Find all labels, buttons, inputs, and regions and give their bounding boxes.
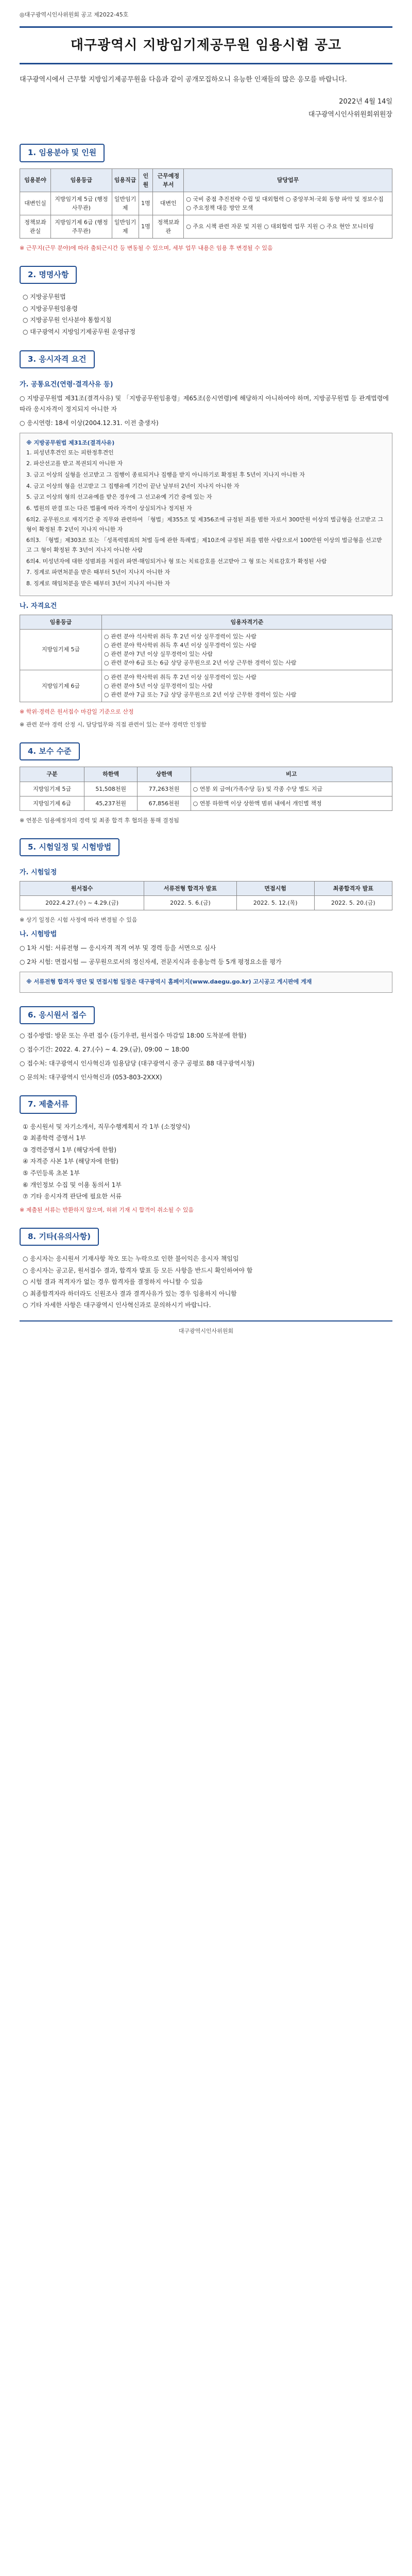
list-item: ○ 최종합격자라 하더라도 신원조사 결과 결격사유가 있는 경우 임용하지 아니함 — [23, 1290, 237, 1297]
documents-list — [23, 1122, 392, 1201]
cell: 일반임기제 — [112, 215, 139, 238]
list-item: 2. 파산선고를 받고 복권되지 아니한 자 — [26, 460, 123, 467]
list-item: ⑤ 주민등록 초본 1부 — [23, 1169, 80, 1177]
list-item: 7. 징계로 파면처분을 받은 때부터 5년이 지나지 아니한 자 — [26, 569, 170, 576]
recruitment-table — [20, 168, 392, 239]
salary-note: ※ 연봉은 임용예정자의 경력 및 최종 합격 후 협의를 통해 결정됨 — [20, 817, 179, 824]
qualification-note-1: ※ 학위·경력은 원서접수 마감일 기준으로 산정 — [20, 708, 134, 716]
th-remark: 비고 — [191, 767, 392, 782]
th-dept: 근무예정부서 — [153, 168, 184, 192]
cell: ○ 관련 분야 석사학위 취득 후 2년 이상 실무경력이 있는 사람 ○ 관련 분야 학사학위 취득 후 4년 이상 실무경력이 있는 사람 ○ 관련 분야 7년 이상 실무경력이 있는 사람 ○ 관련 분야 6급 또는 6급 상당 공무원으로 2년 이상 근무한 경력이 있는 사람 — [102, 629, 392, 670]
cell: 2022. 5. 6.(금) — [144, 896, 236, 910]
qualification-note-2: ※ 관련 분야 경력 산정 시, 담당업무와 직접 관련이 있는 분야 경력만 인정함 — [20, 721, 207, 728]
notice-date: 2022년 4월 14일 — [339, 98, 392, 106]
cell: 1명 — [139, 192, 153, 215]
schedule-note: ※ 상기 일정은 시험 사정에 따라 변경될 수 있음 — [20, 917, 138, 924]
schedule-notice-text: ※ 서류전형 합격자 명단 및 면접시험 일정은 대구광역시 홈페이지(www.daegu.go.kr) 고시공고 게시판에 게재 — [26, 978, 312, 986]
apply-contact: ○ 문의처: 대구광역시 인사혁신과 (053-803-2XXX) — [20, 1074, 162, 1081]
cell: 지방임기제 5급 — [20, 782, 84, 796]
list-item: ○ 기타 자세한 사항은 대구광역시 인사혁신과로 문의하시기 바랍니다. — [23, 1301, 211, 1309]
list-item: 8. 징계로 해임처분을 받은 때부터 3년이 지나지 아니한 자 — [26, 580, 170, 587]
section-1-title: 1. 임용분야 및 인원 — [20, 144, 105, 162]
list-item: ③ 경력증명서 1부 (해당자에 한함) — [23, 1146, 117, 1154]
cell: 지방임기제 5급 — [20, 629, 102, 670]
list-item: 4. 금고 이상의 형을 선고받고 그 집행유예 기간이 끝난 날부터 2년이 지나지 아니한 자 — [26, 482, 239, 489]
apply-place: ○ 접수처: 대구광역시 인사혁신과 임용담당 (대구광역시 중구 공평로 88 대구광역시청) — [20, 1060, 255, 1067]
cell: ○ 연봉 하한액 이상 상한액 범위 내에서 개인별 책정 — [191, 796, 392, 810]
th-grade: 임용등급 — [20, 615, 102, 629]
list-item: 6의3. 「형법」제303조 또는 「성폭력범죄의 처벌 등에 관한 특례법」제10조에 규정된 죄를 범한 사람으로서 100만원 이상의 벌금형을 선고받고 그 형이 확정된 후 3년이 지나지 아니한 사람 — [26, 537, 382, 553]
date-block — [20, 96, 392, 121]
list-item: 3. 금고 이상의 실형을 선고받고 그 집행이 종료되거나 집행을 받지 아니하기로 확정된 후 5년이 지나지 아니한 자 — [26, 471, 305, 479]
list-item: 6의4. 미성년자에 대한 성범죄를 저질러 파면·해임되거나 형 또는 치료감호를 선고받아 그 형 또는 치료감호가 확정된 사람 — [26, 557, 327, 565]
apply-method: ○ 접수방법: 방문 또는 우편 접수 (등기우편, 원서접수 마감일 18:00 도착분에 한함) — [20, 1032, 247, 1040]
schedule-notice-box — [20, 972, 392, 993]
sub-title-qualification: 나. 자격요건 — [20, 602, 57, 610]
apply-period: ○ 접수기간: 2022. 4. 27.(수) ~ 4. 29.(금), 09:00 ~ 18:00 — [20, 1046, 190, 1054]
list-item: ⑦ 기타 응시자격 판단에 필요한 서류 — [23, 1193, 122, 1200]
salary-table — [20, 767, 392, 810]
sub-title-schedule: 가. 시험일정 — [20, 868, 57, 876]
footer: 대구광역시인사위원회 — [20, 1320, 392, 1335]
list-item: ○ 응시자는 공고문, 원서접수 결과, 합격자 발표 등 모든 사항을 반드시 확인하여야 함 — [23, 1266, 253, 1274]
table1-note: ※ 근무지(근무 분야)에 따라 출퇴근시간 등 변동될 수 있으며, 세부 업무 내용은 임용 후 변경될 수 있음 — [20, 244, 273, 251]
qualification-table — [20, 615, 392, 702]
table-row — [20, 629, 392, 670]
issuer: 대구광역시인사위원회위원장 — [308, 110, 392, 118]
section-4-title: 4. 보수 수준 — [20, 742, 80, 760]
cell: 정책보좌관 — [153, 215, 184, 238]
list-item: ○ 대구광역시 지방임기제공무원 운영규정 — [23, 328, 135, 336]
cell: ○ 연봉 외 급여(가족수당 등) 및 각종 수당 별도 지급 — [191, 782, 392, 796]
th-duty: 담당업무 — [184, 168, 392, 192]
th-field: 임용분야 — [20, 168, 51, 192]
list-item: ④ 자격증 사본 1부 (해당자에 한함) — [23, 1158, 118, 1165]
list-item: ○ 응시자는 응시원서 기재사항 착오 또는 누락으로 인한 불이익은 응시자 책임임 — [23, 1255, 239, 1262]
list-item: ○ 지방공무원 인사분야 통합지침 — [23, 316, 112, 324]
cell: ○ 국비 중점 추진전략 수립 및 대외협력 ○ 중앙부처·국회 동향 파악 및 정보수집 ○ 주요정책 대응 방안 모색 — [184, 192, 392, 215]
common-req-2: ○ 응시연령: 18세 이상(2004.12.31. 이전 출생자) — [20, 419, 159, 427]
intro-text: 대구광역시에서 근무할 지방임기제공무원을 다음과 같이 공개모집하오니 유능한 인재들의 많은 응모를 바랍니다. — [20, 76, 347, 84]
th-final: 최종합격자 발표 — [314, 882, 392, 896]
cell: 2022. 5. 20.(금) — [314, 896, 392, 910]
list-item: ① 응시원서 및 자기소개서, 직무수행계획서 각 1부 (소정양식) — [23, 1123, 190, 1130]
notes-list — [23, 1254, 392, 1310]
cell: 67,856천원 — [138, 796, 191, 810]
cell: 지방임기제 6급 (행정주무관) — [51, 215, 112, 238]
cell: 77,263천원 — [138, 782, 191, 796]
section-2-title: 2. 명명사항 — [20, 266, 77, 284]
list-item: 6의2. 공무원으로 재직기간 중 직무와 관련하여 「형법」제355조 및 제356조에 규정된 죄를 범한 자로서 300만원 이상의 벌금형을 선고받고 그 형이 확정된 후 2년이 지나지 아니한 자 — [26, 516, 384, 533]
cell: 정책보좌관실 — [20, 215, 51, 238]
method-1: ○ 1차 시험: 서류전형 — 응시자격 적격 여부 및 경력 등을 서면으로 심사 — [20, 944, 216, 952]
th-rank: 임용직급 — [112, 168, 139, 192]
page-title: 대구광역시 지방임기제공무원 임용시험 공고 — [70, 38, 342, 54]
law-list — [23, 292, 392, 336]
cell: 대변인실 — [20, 192, 51, 215]
th-count: 인원 — [139, 168, 153, 192]
cell: 2022. 5. 12.(목) — [236, 896, 314, 910]
list-item: 6. 법원의 판결 또는 다른 법률에 따라 자격이 상실되거나 정지된 자 — [26, 505, 192, 512]
notice-number: ◎대구광역시인사위원회 공고 제2022-45호 — [20, 11, 129, 18]
disqualification-box — [20, 433, 392, 596]
cell: 일반임기제 — [112, 192, 139, 215]
th-interview: 면접시험 — [236, 882, 314, 896]
table-row — [20, 796, 392, 810]
section-6-title: 6. 응시원서 접수 — [20, 1006, 95, 1024]
table-row — [20, 192, 392, 215]
cell: 지방임기제 5급 (행정사무관) — [51, 192, 112, 215]
list-item: ⑥ 개인정보 수집 및 이용 동의서 1부 — [23, 1181, 122, 1189]
section-3-title: 3. 응시자격 요건 — [20, 350, 95, 368]
title-box — [20, 26, 392, 64]
section-5-title: 5. 시험일정 및 시험방법 — [20, 838, 119, 856]
documents-note: ※ 제출된 서류는 반환하지 않으며, 허위 기재 시 합격이 취소될 수 있음 — [20, 1206, 194, 1213]
box-title: ※ 지방공무원법 제31조(결격사유) — [26, 439, 115, 446]
table-row — [20, 670, 392, 702]
th-min: 하한액 — [84, 767, 138, 782]
method-2: ○ 2차 시험: 면접시험 — 공무원으로서의 정신자세, 전문지식과 응용능력 등 5개 평정요소를 평가 — [20, 958, 282, 966]
sub-title-common: 가. 공통요건(연령·결격사유 등) — [20, 380, 113, 388]
list-item: ○ 지방공무원법 — [23, 293, 66, 301]
th-doc-result: 서류전형 합격자 발표 — [144, 882, 236, 896]
cell: 대변인 — [153, 192, 184, 215]
list-item: ② 최종학력 증명서 1부 — [23, 1134, 86, 1142]
th-type: 구분 — [20, 767, 84, 782]
list-item: ○ 지방공무원임용령 — [23, 304, 78, 312]
list-item: ○ 시험 결과 적격자가 없는 경우 합격자를 결정하지 아니할 수 있음 — [23, 1278, 203, 1286]
th-apply: 원서접수 — [20, 882, 144, 896]
table-row — [20, 896, 392, 910]
section-8-title: 8. 기타(유의사항) — [20, 1228, 99, 1246]
table-row — [20, 215, 392, 238]
list-item: 1. 피성년후견인 또는 피한정후견인 — [26, 449, 114, 456]
section-7-title: 7. 제출서류 — [20, 1095, 77, 1113]
cell: ○ 관련 분야 학사학위 취득 후 2년 이상 실무경력이 있는 사람 ○ 관련 분야 5년 이상 실무경력이 있는 사람 ○ 관련 분야 7급 또는 7급 상당 공무원으로 2년 이상 근무한 경력이 있는 사람 — [102, 670, 392, 702]
th-max: 상한액 — [138, 767, 191, 782]
cell: 2022.4.27.(수) ~ 4.29.(금) — [20, 896, 144, 910]
common-req-1: ○ 지방공무원법 제31조(결격사유) 및 「지방공무원임용령」제65조(응시연령)에 해당하지 아니하여야 하며, 지방공무원법 등 관계법령에 따라 응시자격이 정지되지 아니한 자 — [20, 395, 389, 413]
list-item: 5. 금고 이상의 형의 선고유예를 받은 경우에 그 선고유예 기간 중에 있는 자 — [26, 494, 212, 501]
cell: 45,237천원 — [84, 796, 138, 810]
schedule-table — [20, 881, 392, 910]
cell: ○ 주요 시책 관련 자문 및 지원 ○ 대외협력 업무 지원 ○ 주요 현안 모니터링 — [184, 215, 392, 238]
table-row — [20, 782, 392, 796]
cell: 지방임기제 6급 — [20, 796, 84, 810]
th-criteria: 임용자격기준 — [102, 615, 392, 629]
cell: 51,508천원 — [84, 782, 138, 796]
th-grade: 임용등급 — [51, 168, 112, 192]
cell: 지방임기제 6급 — [20, 670, 102, 702]
cell: 1명 — [139, 215, 153, 238]
sub-title-method: 나. 시험방법 — [20, 930, 57, 939]
